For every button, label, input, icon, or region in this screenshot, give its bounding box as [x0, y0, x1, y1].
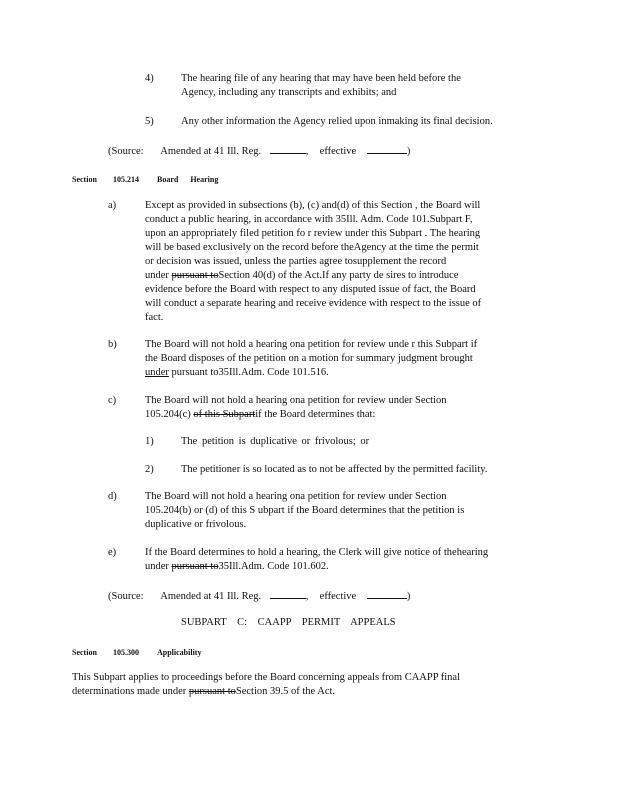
para-a-number: a) — [108, 200, 117, 211]
para-a-line-5: or decision was issued, unless the parties agree tosupplement the record — [145, 256, 447, 267]
para-c-sub-2-text: The petitioner is so located as to not be affected by the permitted facility. — [181, 464, 488, 475]
source-note-1 — [108, 143, 410, 159]
para-d-line-3: duplicative or frivolous. — [145, 519, 247, 530]
para-a-line-7: evidence before the Board with respect to any disputed issue of fact, the Board — [145, 284, 476, 295]
para-b-text — [145, 338, 530, 380]
source-reg-blank — [270, 588, 306, 599]
source-effective: effective — [319, 146, 357, 157]
para-c-text — [145, 394, 490, 422]
applicability-deleted-text: pursuant to — [188, 686, 236, 697]
subpart-heading: SUBPART C: CAAPP PERMIT APPEALS — [181, 617, 396, 628]
para-a-line-8: will conduct a separate hearing and receive evidence with respect to the issue of — [145, 298, 482, 309]
para-c-section-ref: 105.204(c) — [145, 409, 191, 420]
para-a-deleted-text: pursuant to — [171, 270, 219, 281]
para-a-line-2: conduct a public hearing, in accordance with 35Ill. Adm. Code 101.Subpart F, — [145, 214, 473, 225]
section-300-number: 105.300 — [113, 648, 139, 657]
para-d-number: d) — [108, 491, 117, 502]
para-a-line-6 — [145, 269, 530, 283]
applicability-line-2-rest: Section 39.5 of the Act. — [235, 686, 336, 697]
para-a-under: under — [145, 270, 169, 281]
para-e-line-1: If the Board determines to hold a hearing, the Clerk will give notice of thehearing — [145, 547, 489, 558]
para-a-line-9: fact. — [145, 312, 164, 323]
para-c-line-1: The Board will not hold a hearing ona petition for review under Section — [145, 395, 447, 406]
source-reg-blank — [270, 143, 306, 154]
applicability-text — [72, 671, 515, 699]
source-effective-blank — [367, 143, 407, 154]
section-214-label: Section — [72, 175, 97, 184]
source-effective: effective — [319, 591, 357, 602]
para-c-sub-2-number: 2) — [145, 464, 154, 475]
para-b-inserted-text: under — [145, 367, 169, 378]
para-c-sub-1-text: The petition is duplicative or frivolous; or — [181, 436, 370, 447]
para-b-line-3-rest: pursuant to35Ill.Adm. Code 101.516. — [171, 367, 329, 378]
para-c-line-2-rest: if the Board determines that: — [255, 409, 376, 420]
applicability-line-2 — [72, 685, 515, 699]
item-4-number: 4) — [145, 73, 154, 84]
para-d-line-2: 105.204(b) or (d) of this S ubpart if the Board determines that the petition is — [145, 505, 465, 516]
source-amended: Amended at 41 Ill. Reg. — [160, 146, 262, 157]
para-e-text — [145, 546, 531, 574]
para-b-line-1: The Board will not hold a hearing ona petition for review unde r this Subpart if — [145, 339, 478, 350]
para-e-deleted-text: pursuant to — [171, 561, 219, 572]
item-5-text: Any other information the Agency relied upon inmaking its final decision. — [181, 116, 493, 127]
source-close: ) — [406, 591, 411, 602]
para-d-line-1: The Board will not hold a hearing ona petition for review under Section — [145, 491, 447, 502]
source-note-2 — [108, 588, 410, 604]
source-close: ) — [406, 146, 411, 157]
para-e-line-2 — [145, 560, 531, 574]
item-5-number: 5) — [145, 116, 154, 127]
source-amended: Amended at 41 Ill. Reg. — [160, 591, 262, 602]
section-300-label: Section — [72, 648, 97, 657]
source-effective-blank — [367, 588, 407, 599]
para-a-line-4: will be based exclusively on the record before theAgency at the time the permit — [145, 242, 479, 253]
item-4-line-2: Agency, including any transcripts and exhibits; and — [181, 87, 397, 98]
para-c-line-2 — [145, 408, 490, 422]
item-4-line-1: The hearing file of any hearing that may have been held before the — [181, 73, 461, 84]
section-214-title: Board Hearing — [157, 175, 219, 184]
para-b-line-3 — [145, 366, 530, 380]
section-214-number: 105.214 — [113, 175, 139, 184]
para-c-number: c) — [108, 395, 117, 406]
applicability-line-1: This Subpart applies to proceedings before the Board concerning appeals from CAAPP final — [72, 672, 461, 683]
para-b-number: b) — [108, 339, 117, 350]
source-comma: , — [305, 146, 309, 157]
para-a-line-1: Except as provided in subsections (b), (c) and(d) of this Section , the Board will — [145, 200, 481, 211]
para-e-line-2-rest: 35Ill.Adm. Code 101.602. — [218, 561, 329, 572]
para-a-text — [145, 199, 530, 325]
para-a-line-6-rest: Section 40(d) of the Act.If any party de sires to introduce — [218, 270, 459, 281]
para-b-line-2: the Board disposes of the petition on a motion for summary judgment brought — [145, 353, 473, 364]
para-a-line-3: upon an appropriately filed petition fo r review under this Subpart . The hearing — [145, 228, 481, 239]
source-comma: , — [305, 591, 309, 602]
applicability-under: determinations made under — [72, 686, 187, 697]
source-open: (Source: — [108, 591, 144, 602]
para-c-deleted-text: of this Subpart — [193, 409, 256, 420]
para-e-under: under — [145, 561, 169, 572]
section-300-title: Applicability — [157, 648, 202, 657]
source-open: (Source: — [108, 146, 144, 157]
para-c-sub-1-number: 1) — [145, 436, 154, 447]
para-d-text — [145, 490, 507, 532]
para-e-number: e) — [108, 547, 117, 558]
